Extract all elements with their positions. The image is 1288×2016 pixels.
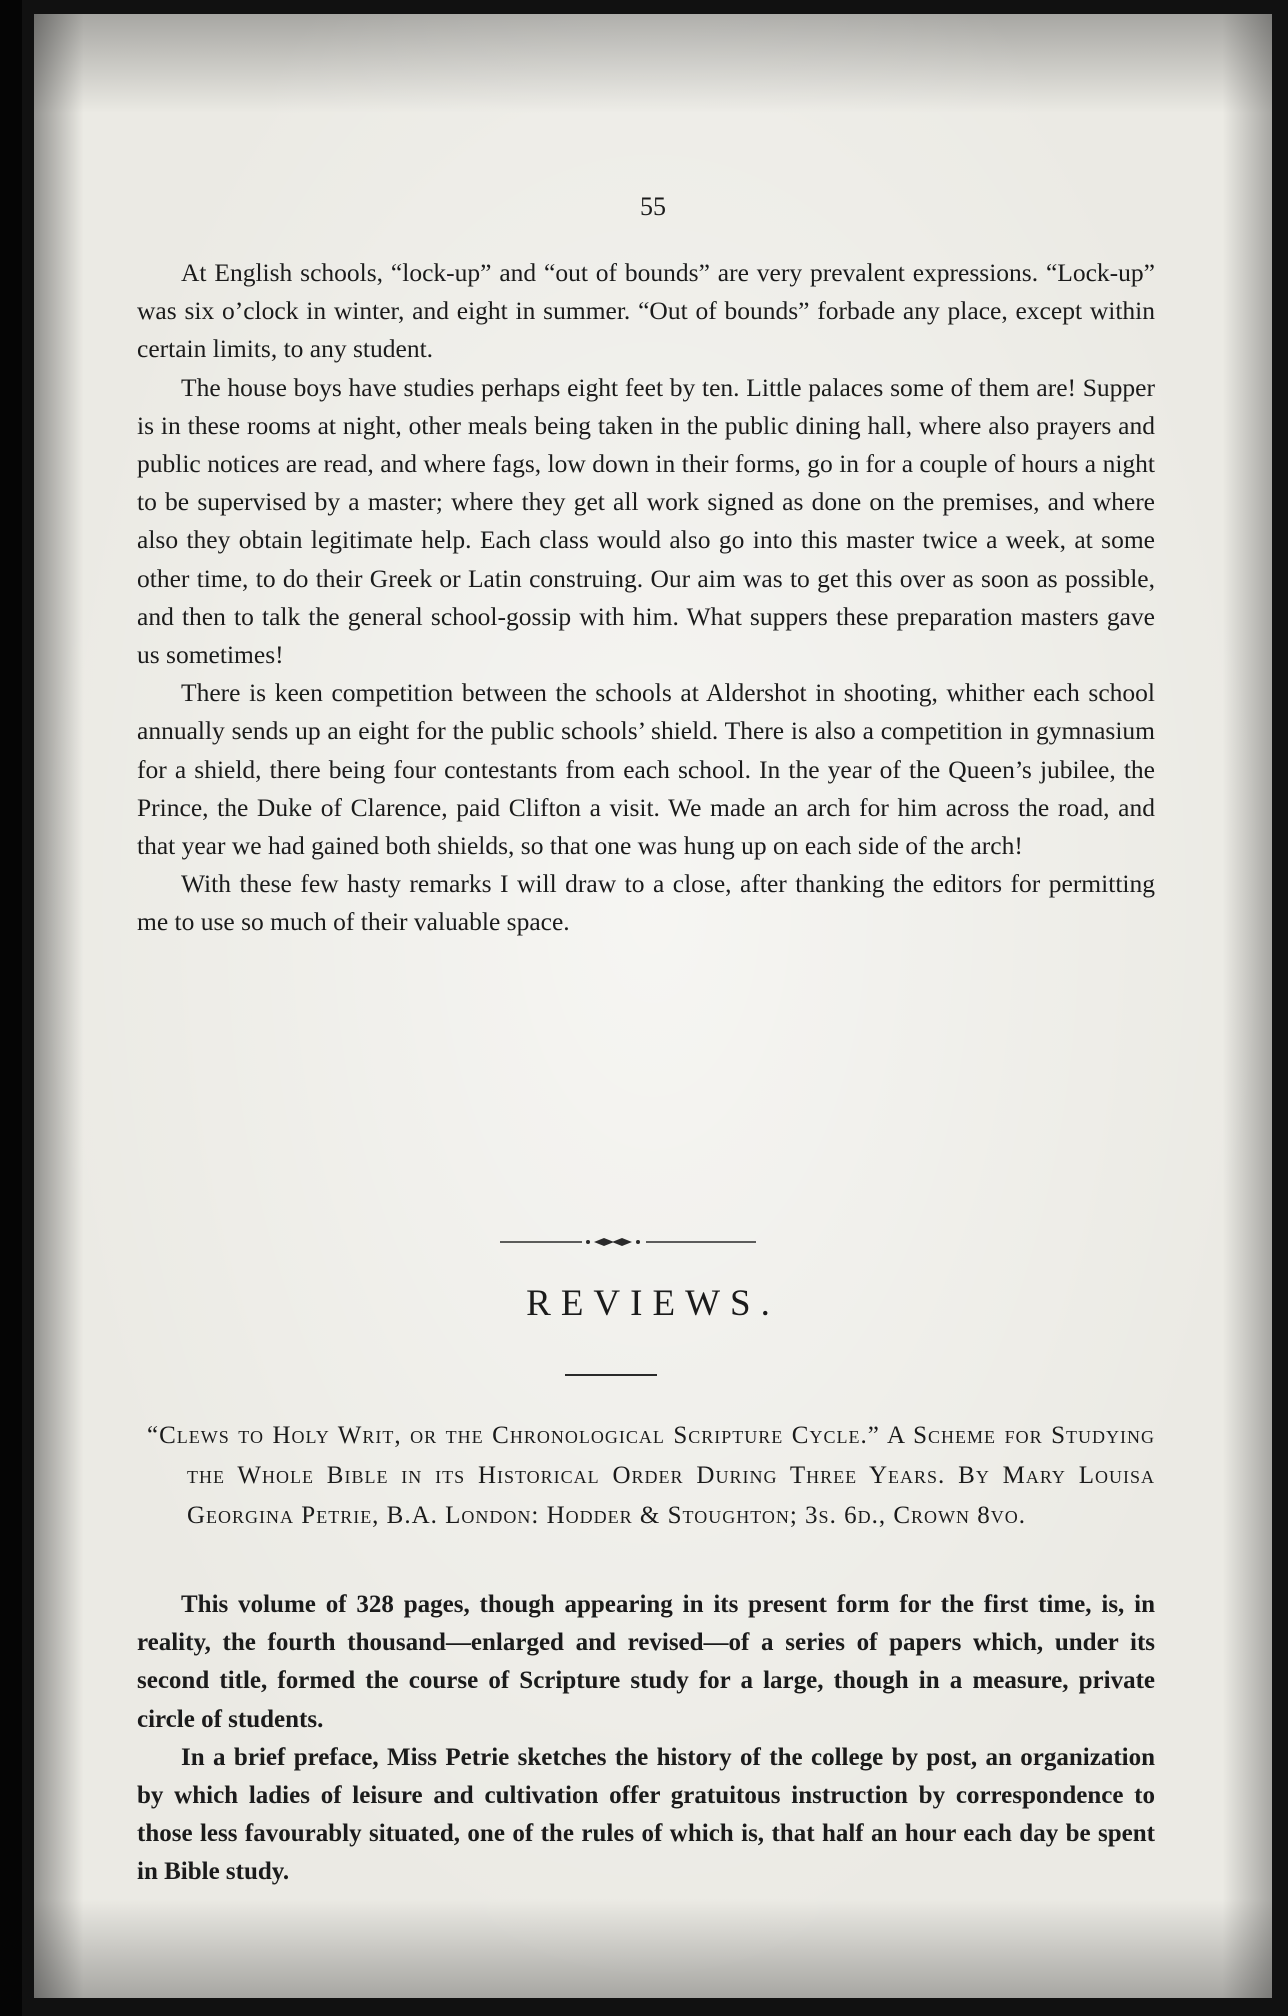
paragraph: There is keen competition between the schools at Aldershot in shooting, whither each school annually sends up an eight for the public schools’ shield. There is also a competition in gymnasium for a shield, there being four contestants from each school. In the year of the Queen’s jubilee, the Prince, the Duke of Clarence, paid Clifton a visit. We made an arch for him across the road, and that year we had gained both shields, so that one was hung up on each side of the arch! (137, 678, 1155, 861)
page (34, 14, 1272, 1998)
review-citation: “Clews to Holy Writ, or the Chronological Scripture Cycle.” A Scheme for Studying the Whole Bible in its Historical Order During Three Years. By Mary Louisa Georgina Petrie, B.A. London: Hodder & Stoughton; 3s. 6d., Crown 8vo. (147, 1422, 1155, 1529)
paragraph: In a brief preface, Miss Petrie sketches the history of the college by post, an organization by which ladies of leisure and cultivation offer gratuitous instruction by correspondence to those less favourably situated, one of the rules of which is, that half an hour each day be spent in Bible study. (137, 1743, 1155, 1886)
article-body (137, 254, 1155, 942)
film-edge (0, 0, 22, 2016)
paragraph: With these few hasty remarks I will draw to a close, after thanking the editors for permitting me to use so much of their valuable space. (137, 869, 1155, 937)
review-body (137, 1586, 1155, 1892)
section-heading: REVIEWS. (526, 1283, 780, 1324)
page-number: 55 (640, 192, 666, 221)
paragraph: The house boys have studies perhaps eight feet by ten. Little palaces some of them are! Supper is in these rooms at night, other meals being taken in the public dining hall, where also prayers and public notices are read, and where fags, low down in their forms, go in for a couple of hours a night to be supervised by a master; where they get all work signed as done on the premises, and where also they obtain legitimate help. Each class would also go into this master twice a week, at some other time, to do their Greek or Latin construing. Our aim was to get this over as soon as possible, and then to talk the general school-gossip with him. What suppers these preparation masters gave us sometimes! (137, 372, 1155, 670)
heading-rule (565, 1374, 657, 1376)
section-divider-ornament (500, 1236, 756, 1248)
paragraph: This volume of 328 pages, though appearing in its present form for the first time, is, in reality, the fourth thousand—enlarged and revised—of a series of papers which, under its second title, formed the course of Scripture study for a large, though in a measure, private circle of students. (137, 1591, 1155, 1733)
paragraph: At English schools, “lock-up” and “out of bounds” are very prevalent expressions. “Lock-up” was six o’clock in winter, and eight in summer. “Out of bounds” forbade any place, except within certain limits, to any student. (137, 258, 1155, 364)
